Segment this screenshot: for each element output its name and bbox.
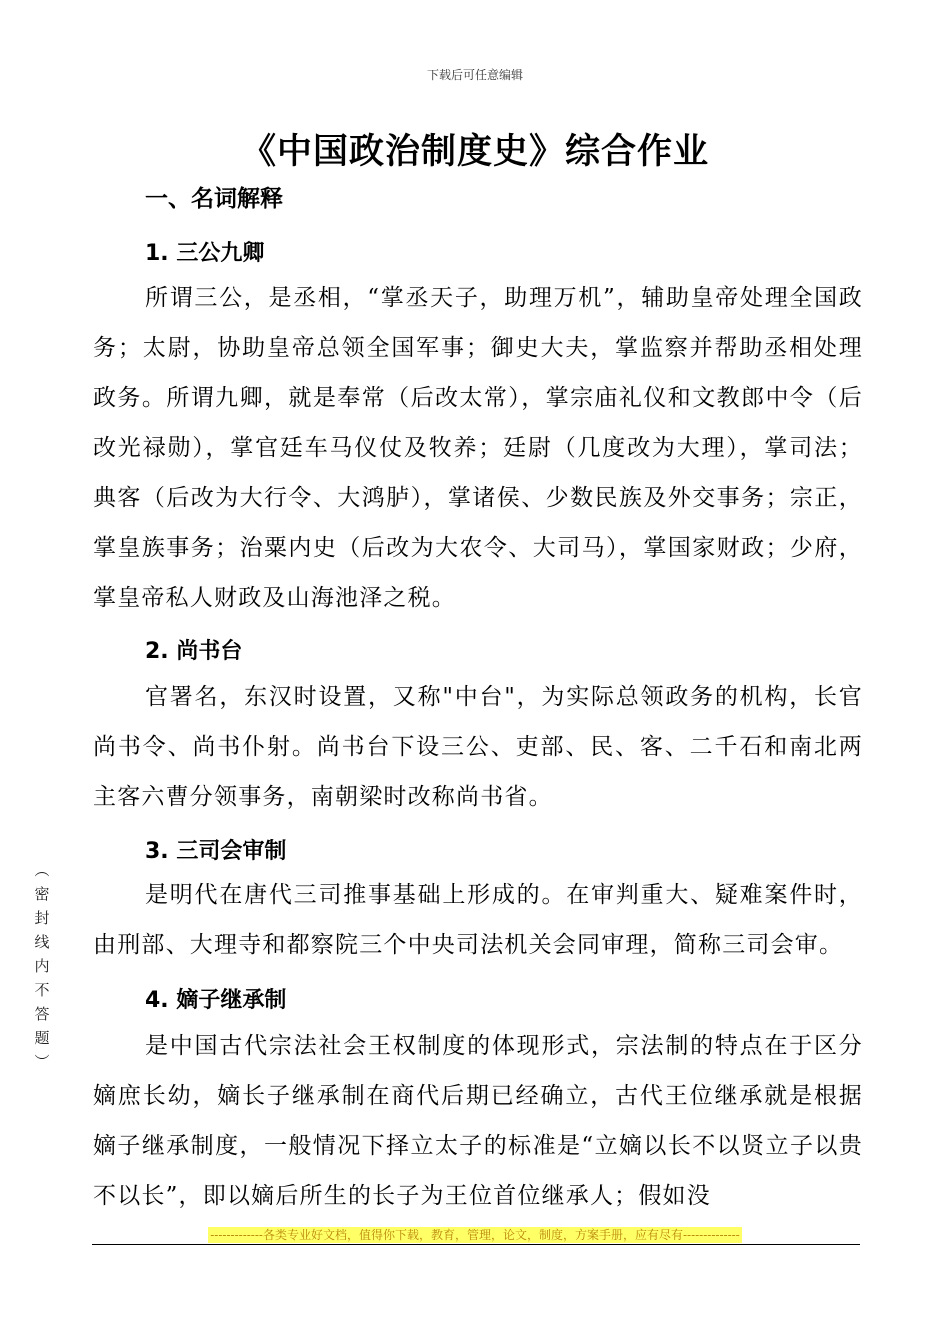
footer-divider [92,1244,860,1245]
header-note: 下载后可任意编辑 [426,68,523,82]
seal-note-char: 密 [34,885,50,903]
term-heading-4: 4. 嫡子继承制 [145,988,287,1013]
definition-paragraph-2: 官署名，东汉时设置，又称"中台"，为实际总领政务的机构，长官尚书令、尚书仆射。尚书台下设三公、吏部、民、客、二千石和南北两主客六曹分领事务，南朝梁时改称尚书省。 [93,684,863,810]
seal-note-char: 答 [34,1005,50,1023]
document-title: 《中国政治制度史》综合作业 [240,132,709,172]
footer-ad-text: -------------各类专业好文档，值得你下载，教育，管理，论文，制度，方案手册，应有尽有-------------- [210,1228,740,1242]
definition-paragraph-4: 是中国古代宗法社会王权制度的体现形式，宗法制的特点在于区分嫡庶长幼，嫡长子继承制在商代后期已经确立，古代王位继承就是根据嫡子继承制度，一般情况下择立太子的标准是“立嫡以长不以贤立子以贵不以长”，即以嫡后所生的长子为王位首位继承人；假如没 [93,1033,863,1209]
footer-ad-banner [0,1226,950,1243]
seal-note-char: ︶ [34,1053,50,1071]
seal-note-char: ︵ [34,861,50,879]
term-heading-1: 1. 三公九卿 [145,241,265,266]
seal-note-char: 题 [34,1029,50,1047]
definition-paragraph-1: 所谓三公，是丞相，“掌丞天子，助理万机”，辅助皇帝处理全国政务；太尉，协助皇帝总领全国军事；御史大夫，掌监察并帮助丞相处理政务。所谓九卿，就是奉常（后改太常），掌宗庙礼仪和文教郎中令（后改光禄勋），掌官廷车马仪仗及牧养；廷尉（几度改为大理），掌司法；典客（后改为大行令、大鸿胪），掌诸侯、少数民族及外交事务；宗正，掌皇族事务；治粟内史（后改为大农令、大司马），掌国家财政；少府，掌皇帝私人财政及山海池泽之税。 [93,285,863,611]
seal-note-char: 内 [34,957,50,975]
seal-note-char: 不 [34,981,50,999]
term-heading-3: 3. 三司会审制 [145,839,287,864]
seal-line-note [30,858,54,1074]
section-heading: 一、名词解释 [145,186,283,212]
term-heading-2: 2. 尚书台 [145,639,243,664]
seal-note-char: 线 [34,933,50,951]
seal-note-char: 封 [34,909,50,927]
definition-paragraph-3: 是明代在唐代三司推事基础上形成的。在审判重大、疑难案件时，由刑部、大理寺和都察院三个中央司法机关会同审理，简称三司会审。 [93,882,863,958]
